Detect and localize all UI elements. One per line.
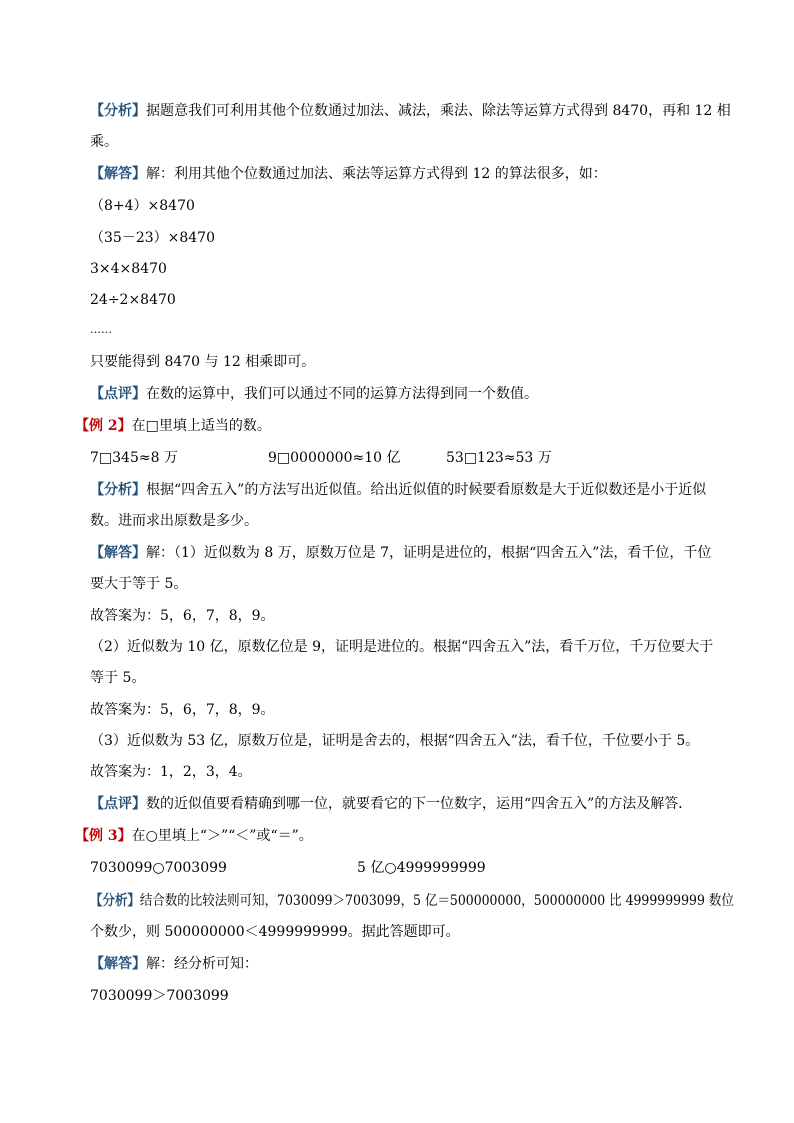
answer-tag-3: 【解答】 bbox=[90, 956, 146, 972]
comment-paragraph-1 bbox=[90, 384, 538, 404]
analysis-tag-2: 【分析】 bbox=[90, 482, 146, 498]
answer-step-2: （2）近似数为 10 亿，原数亿位是 9，证明是进位的。根据“四舍五入”法，看千万位，千万位要大于 bbox=[90, 639, 714, 655]
answer-comparison-line: 7030099＞7003099 bbox=[90, 988, 229, 1004]
analysis-tag-3: 【分析】 bbox=[90, 893, 140, 909]
answer-result-3: 故答案为：1，2，3，4。 bbox=[90, 764, 252, 780]
example-2-heading bbox=[75, 416, 271, 436]
answer-tag-2: 【解答】 bbox=[90, 545, 146, 561]
example-3-heading bbox=[75, 826, 313, 846]
example-3-item-2: 5 亿○4999999999 bbox=[357, 860, 486, 876]
analysis-paragraph-3 bbox=[90, 891, 734, 911]
analysis-text: 据题意我们可利用其他个位数通过加法、减法，乘法、除法等运算方式得到 8470，再和 12 相 bbox=[146, 103, 731, 119]
analysis-paragraph-2 bbox=[90, 480, 706, 500]
answer-paragraph-3 bbox=[90, 954, 258, 974]
answer-text-2: 解：（1）近似数为 8 万，原数万位是 7，证明是进位的，根据“四舍五入”法，看千位，千位 bbox=[146, 545, 712, 561]
analysis-continuation-3: 个数少，则 500000000＜4999999999。据此答题即可。 bbox=[90, 924, 460, 940]
analysis-paragraph-1 bbox=[90, 101, 731, 121]
answer-continuation-2: 要大于等于 5。 bbox=[90, 576, 188, 592]
calc-line-3: 3×4×8470 bbox=[90, 261, 167, 277]
analysis-text-3: 结合数的比较法则可知，7030099＞7003099，5 亿＝500000000，500000000 比 4999999999 数位 bbox=[139, 893, 734, 909]
example-2-tag: 【例 2】 bbox=[75, 418, 132, 434]
example-2-item-1: 7□345≈8 万 bbox=[90, 450, 178, 466]
answer-tag: 【解答】 bbox=[90, 166, 146, 182]
example-2-text: 在□里填上适当的数。 bbox=[131, 418, 271, 434]
calc-line-2: （35－23）×8470 bbox=[90, 230, 215, 246]
answer-paragraph-1 bbox=[90, 164, 607, 184]
example-3-text: 在○里填上“＞”“＜”或“＝”。 bbox=[131, 828, 313, 844]
answer-text-3: 解：经分析可知： bbox=[146, 956, 258, 972]
comment-text: 在数的运算中，我们可以通过不同的运算方法得到同一个数值。 bbox=[146, 386, 538, 402]
answer-result-2: 故答案为：5，6，7，8，9。 bbox=[90, 702, 275, 718]
example-3-item-1: 7030099○7003099 bbox=[90, 860, 227, 876]
calc-line-1: （8+4）×8470 bbox=[90, 198, 195, 214]
comment-text-2: 数的近似值要看精确到哪一位，就要看它的下一位数字，运用“四舍五入”的方法及解答． bbox=[146, 796, 693, 812]
analysis-continuation: 乘。 bbox=[90, 134, 118, 150]
example-3-tag: 【例 3】 bbox=[75, 828, 132, 844]
comment-tag: 【点评】 bbox=[90, 386, 146, 402]
analysis-continuation-2: 数。进而求出原数是多少。 bbox=[90, 513, 258, 529]
answer-step-3: （3）近似数为 53 亿，原数万位是，证明是舍去的，根据“四舍五入”法，看千位，千位要小于 5。 bbox=[90, 733, 700, 749]
comment-tag-2: 【点评】 bbox=[90, 796, 146, 812]
calc-ellipsis: …… bbox=[90, 323, 112, 336]
calc-line-4: 24÷2×8470 bbox=[90, 292, 176, 308]
answer-text: 解：利用其他个位数通过加法、乘法等运算方式得到 12 的算法很多，如： bbox=[146, 166, 607, 182]
analysis-tag: 【分析】 bbox=[90, 103, 146, 119]
analysis-text-2: 根据“四舍五入”的方法写出近似值。给出近似值的时候要看原数是大于近似数还是小于近似 bbox=[146, 482, 707, 498]
comment-paragraph-2 bbox=[90, 794, 692, 814]
answer-step-2-continuation: 等于 5。 bbox=[90, 670, 146, 686]
answer-paragraph-2 bbox=[90, 543, 711, 563]
example-2-item-2: 9□0000000≈10 亿 bbox=[268, 450, 401, 466]
example-2-item-3: 53□123≈53 万 bbox=[446, 450, 552, 466]
conclusion-line: 只要能得到 8470 与 12 相乘即可。 bbox=[90, 354, 316, 370]
answer-result-1: 故答案为：5，6，7，8，9。 bbox=[90, 608, 275, 624]
